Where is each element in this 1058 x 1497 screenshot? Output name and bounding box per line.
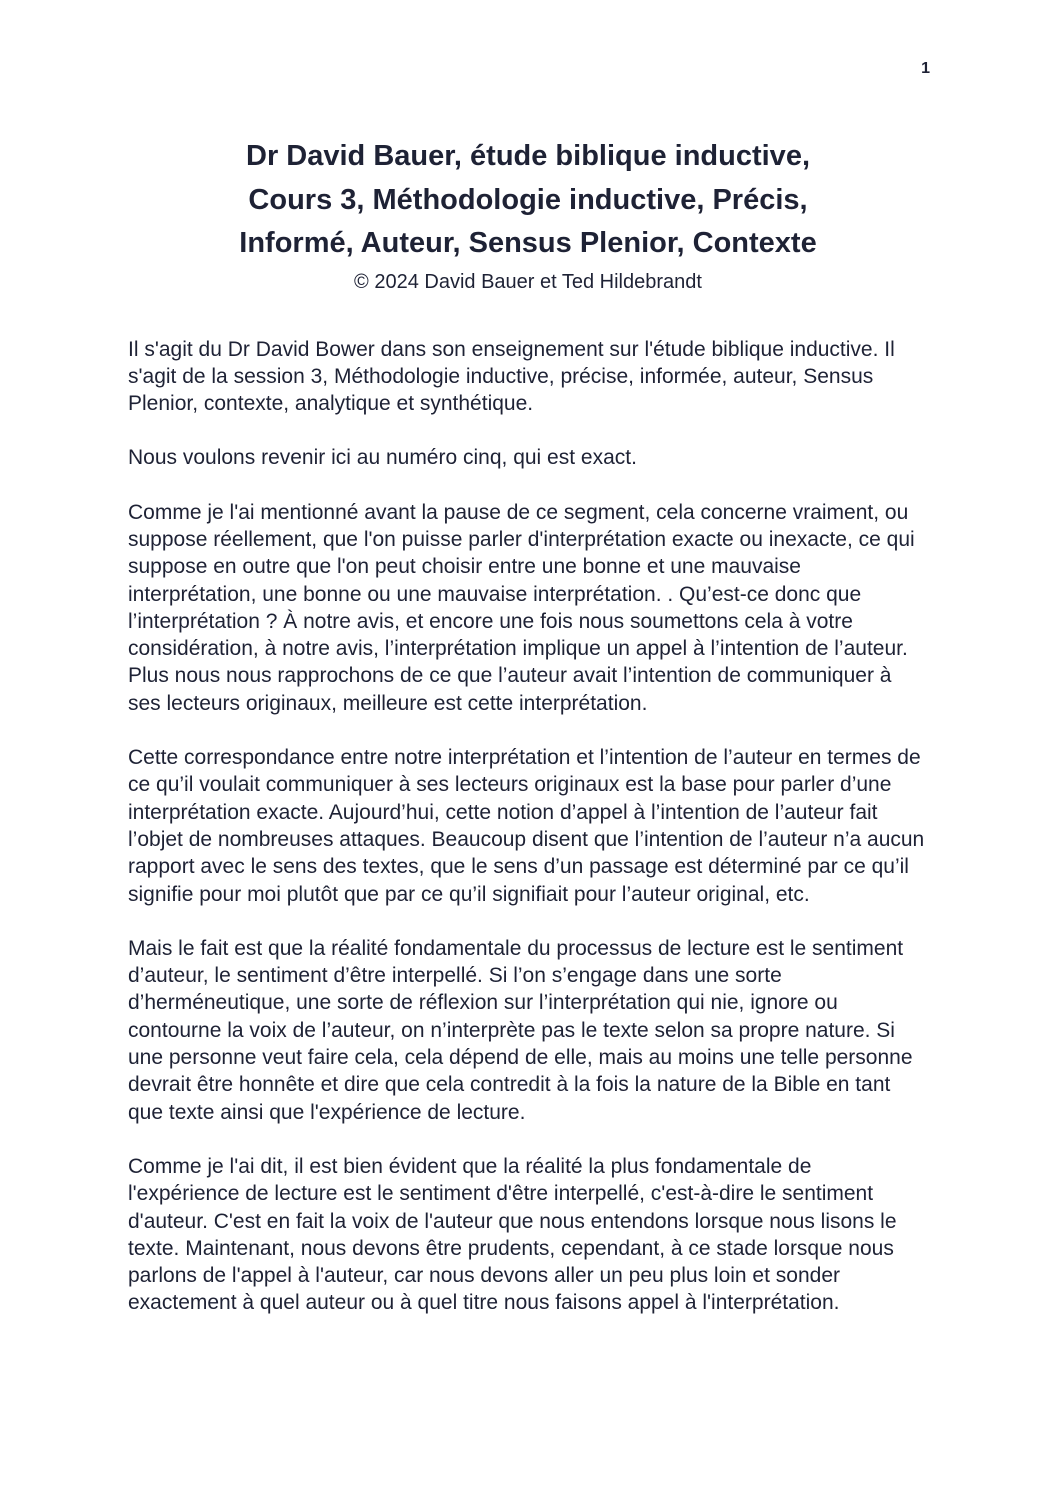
title-line-3: Informé, Auteur, Sensus Plenior, Contexte xyxy=(239,227,817,259)
copyright-subtitle: © 2024 David Bauer et Ted Hildebrandt xyxy=(354,270,702,293)
paragraph: Il s'agit du Dr David Bower dans son enseignement sur l'étude biblique inductive. Il s'agit de la session 3, Méthodologie inductive, précise, informée, auteur, Sensus Plenior, contexte, analytique et synthétique. xyxy=(128,337,895,416)
paragraph: Comme je l'ai dit, il est bien évident que la réalité la plus fondamentale de l'expérience de lecture est le sentiment d'être interpellé, c'est-à-dire le sentiment d'auteur. C'est en fait la voix de l'auteur que nous entendons lorsque nous lisons le texte. Maintenant, nous devons être prudents, cependant, à ce stade lorsque nous parlons de l'appel à l'auteur, car nous devons aller un peu plus loin et sonder exactement à quel auteur ou à quel titre nous faisons appel à l'interprétation. xyxy=(128,1154,897,1315)
body-text xyxy=(128,336,928,1317)
paragraph: Mais le fait est que la réalité fondamentale du processus de lecture est le sentiment d’auteur, le sentiment d’être interpellé. Si l’on s’engage dans une sorte d’herméneutique, une sorte de réflexion sur l’interprétation qui nie, ignore ou contourne la voix de l’auteur, on n’interprète pas le texte selon sa propre nature. Si une personne veut faire cela, cela dépend de elle, mais au moins une telle personne devrait être honnête et dire que cela contredit à la fois la nature de la Bible en tant que texte ainsi que l'expérience de lecture. xyxy=(128,936,913,1124)
paragraph: Cette correspondance entre notre interprétation et l’intention de l’auteur en termes de ce qu’il voulait communiquer à ses lecteurs originaux est la base pour parler d’une interprétation exacte. Aujourd’hui, cette notion d’appel à l’intention de l’auteur fait l’objet de nombreuses attaques. Beaucoup disent que l’intention de l’auteur n’a aucun rapport avec le sens des textes, que le sens d’un passage est déterminé par ce qu’il signifie pour moi plutôt que par ce qu’il signifiait pour l’auteur original, etc. xyxy=(128,746,925,906)
paragraph: Nous voulons revenir ici au numéro cinq, qui est exact. xyxy=(128,446,637,470)
paragraph: Comme je l'ai mentionné avant la pause de ce segment, cela concerne vraiment, ou suppose réellement, que l'on puisse parler d'interprétation exacte ou inexacte, ce qui suppose en outre que l'on peut choisir entre une bonne et une mauvaise interprétation, une bonne ou une mauvaise interprétation. . Qu’est-ce donc que l’interprétation ? À notre avis, et encore une fois nous soumettons cela à votre considération, à notre avis, l’interprétation implique un appel à l’intention de l’auteur. Plus nous nous rapprochons de ce que l’auteur avait l’intention de communiquer à ses lecteurs originaux, meilleure est cette interprétation. xyxy=(128,500,915,715)
page-number: 1 xyxy=(921,60,930,77)
title-line-1: Dr David Bauer, étude biblique inductive, xyxy=(246,140,810,172)
title-line-2: Cours 3, Méthodologie inductive, Précis, xyxy=(248,183,808,216)
document-title xyxy=(128,135,928,296)
